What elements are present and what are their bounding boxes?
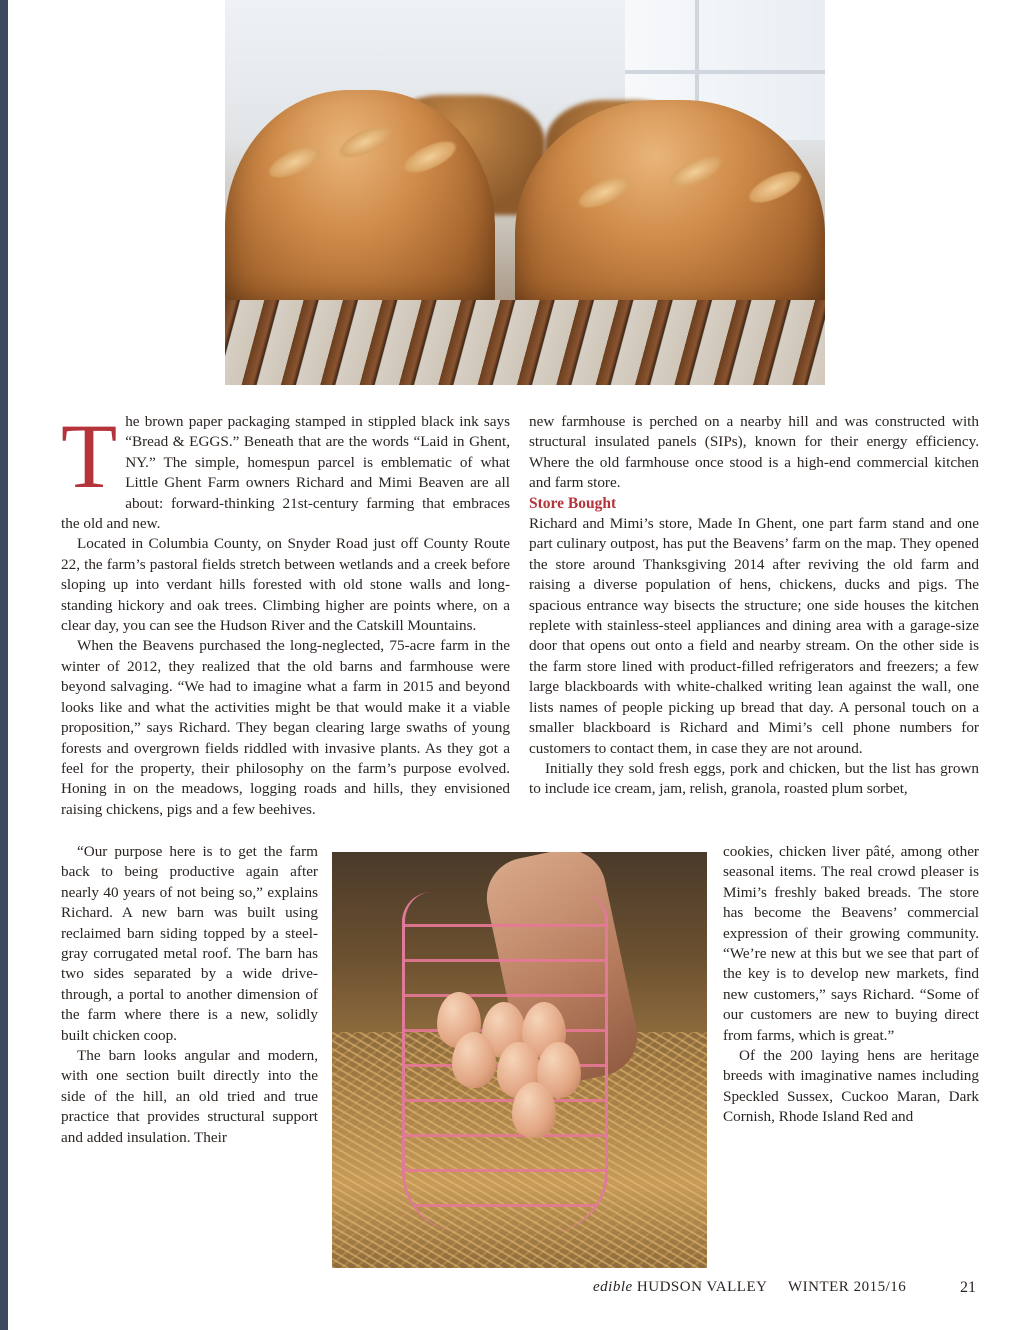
score-mark [743, 163, 808, 210]
article-paragraph: Richard and Mimi’s store, Made In Ghent, one part farm stand and one part culinary outpost, has put the Beavens’ farm on the map. They opened the store around Thanksgiving 2014 after reviving the old farm and raising a diverse population of hens, chickens, ducks and pigs. The spacious entrance way bisects the structure; one side houses the kitchen replete with stainless-steel appliances and dining area with a garage-size door that opens out onto a field and nearby stream. On the other side is the farm store lined with product-filled refrigerators and freezers; a few large blackboards with white-chalked writing lean against the wall, one lists names of people picking up bread that day. A personal touch on a smaller blackboard is Richard and Mimi’s cell phone numbers for customers to contact them, in case they are not around. [529, 515, 979, 757]
article-paragraph: The barn looks angular and modern, with one section built directly into the side of the hill, an old tried and true practice that provides structural support and added insulation. Their [61, 1047, 318, 1146]
article-paragraph: cookies, chicken liver pâté, among other seasonal items. The real crowd pleaser is Mimi’s freshly baked breads. The store has become the Beavens’ commercial expression of their growing community. “We’re new at this but we see that part of the key is to develop new markets, find new customers,” says Richard. “Some of our customers are new to buying direct from farms, which is great.” [723, 843, 979, 1044]
page-edge [0, 0, 8, 1330]
article-paragraph: Located in Columbia County, on Snyder Road just off County Route 22, the farm’s pastoral fields stretch between wetlands and a creek before sloping up into verdant hills forested with old stone walls and long-standing hickory and oak trees. Climbing higher are points where, on a clear day, you can see the Hudson River and the Catskill Mountains. [61, 535, 510, 635]
article-column-right [529, 412, 979, 800]
page-number: 21 [960, 1279, 976, 1296]
article-column-left-narrow [61, 842, 318, 1148]
issue-date: WINTER 2015/16 [788, 1279, 907, 1295]
opening-paragraph: The brown paper packaging stamped in stippled black ink says “Bread & EGGS.” Beneath that are the words “Laid in Ghent, NY.” The simple, homespun parcel is emblematic of what Little Ghent Farm owners Richard and Mimi Beaven are all about: forward-thinking 21st-century farming that embraces the old and new. [61, 405, 510, 533]
egg [452, 1032, 496, 1088]
drop-cap: T [61, 405, 118, 507]
page-footer [0, 1279, 1024, 1303]
wooden-rack [225, 300, 825, 385]
article-paragraph: Of the 200 laying hens are heritage breeds with imaginative names including Speckled Sussex, Cuckoo Maran, Dark Cornish, Rhode Island Red and [723, 1047, 979, 1126]
score-mark [573, 168, 638, 215]
article-column-right-narrow [723, 842, 979, 1128]
score-mark [333, 118, 398, 165]
article-paragraph: “Our purpose here is to get the farm back to being productive again after nearly 40 years of not being so,” explains Richard. A new barn was built using reclaimed barn siding topped by a steel-gray corrugated metal roof. The barn has two sides separated by a wide drive-through, a portal to another dimension of the farm where there is a new, solidly built chicken coop. [61, 843, 318, 1044]
article-paragraph: Initially they sold fresh eggs, pork and chicken, but the list has grown to include ice cream, jam, relish, granola, roasted plum sorbet, [529, 759, 979, 798]
egg [512, 1082, 556, 1138]
publication-name: edible HUDSON VALLEY [593, 1279, 768, 1295]
article-paragraph: new farmhouse is perched on a nearby hill and was constructed with structural insulated panels (SIPs), known for their energy efficiency. Where the old farmhouse once stood is a high-end commercial kitchen and farm store. [529, 413, 979, 492]
section-subhead: Store Bought [529, 494, 617, 512]
bread-loaves-photo [225, 0, 825, 385]
score-mark [663, 148, 728, 195]
score-mark [263, 138, 328, 185]
score-mark [398, 133, 463, 180]
egg-basket-photo [332, 852, 707, 1268]
article-column-left [61, 405, 510, 820]
article-paragraph: When the Beavens purchased the long-neglected, 75-acre farm in the winter of 2012, they realized that the old barns and farmhouse were beyond salvaging. “We had to imagine what a farm in 2015 and beyond looks like and what the activities might be that would make it a viable proposition,” says Richard. They began clearing large swaths of young forests and overgrown fields riddled with invasive plants. As they got a feel for the property, their philosophy on the farm’s purpose evolved. Honing in on the meadows, logging roads and hills, they envisioned raising chickens, pigs and a few beehives. [61, 637, 510, 818]
